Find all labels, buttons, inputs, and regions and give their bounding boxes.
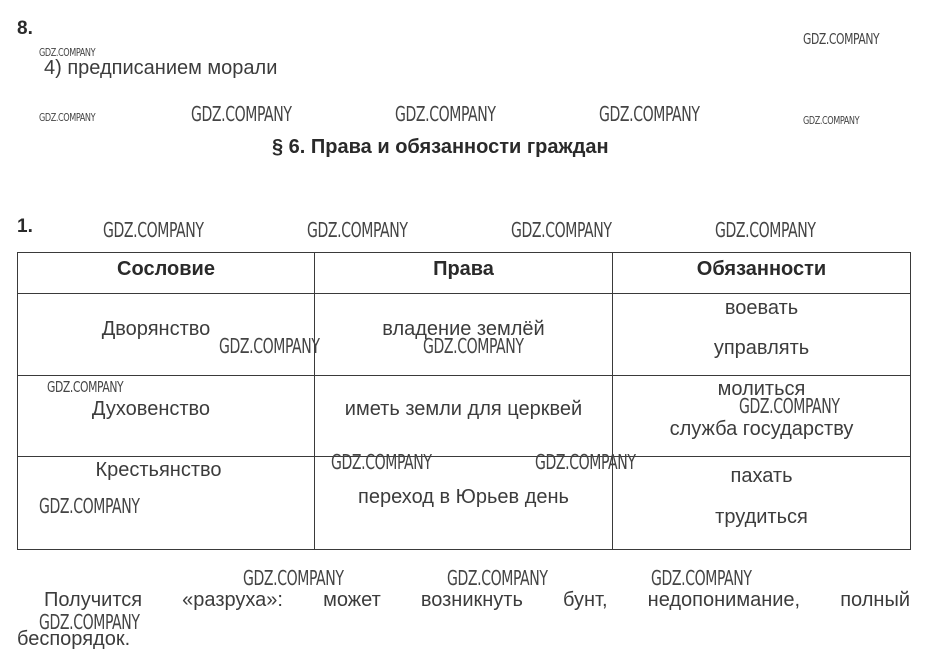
rights-cell: иметь земли для церквей [315, 376, 613, 457]
watermark: GDZ.COMPANY [47, 378, 124, 396]
watermark: GDZ.COMPANY [191, 102, 292, 126]
watermark: GDZ.COMPANY [243, 566, 344, 590]
header-estate: Сословие [18, 253, 315, 294]
watermark: GDZ.COMPANY [39, 46, 96, 59]
duties-cell: молиться служба государству [613, 376, 911, 457]
watermark: GDZ.COMPANY [219, 334, 320, 358]
header-duties: Обязанности [613, 253, 911, 294]
estate-cell: Крестьянство [18, 457, 315, 550]
watermark: GDZ.COMPANY [39, 111, 96, 124]
table-header-row [18, 253, 911, 294]
watermark: GDZ.COMPANY [103, 218, 204, 242]
watermark: GDZ.COMPANY [599, 102, 700, 126]
conclusion-line-2: беспорядок. [17, 628, 131, 650]
section-title: § 6. Права и обязанности граждан [272, 136, 609, 158]
watermark: GDZ.COMPANY [39, 494, 140, 518]
watermark: GDZ.COMPANY [803, 114, 860, 127]
duties-cell: пахать трудиться [613, 457, 911, 550]
watermark: GDZ.COMPANY [307, 218, 408, 242]
table-row [18, 457, 911, 550]
estate-cell: Дворянство [18, 294, 315, 376]
duties-cell: воевать управлять [613, 294, 911, 376]
watermark: GDZ.COMPANY [535, 450, 636, 474]
rights-cell: владение землёй [315, 294, 613, 376]
task-8-answer: 4) предписанием морали [44, 57, 278, 79]
watermark: GDZ.COMPANY [423, 334, 524, 358]
conclusion-line-1: Получится «разруха»: может возникнуть бунт, недопонимание, полный [44, 589, 910, 611]
watermark: GDZ.COMPANY [715, 218, 816, 242]
watermark: GDZ.COMPANY [39, 610, 140, 634]
watermark: GDZ.COMPANY [395, 102, 496, 126]
watermark: GDZ.COMPANY [803, 30, 880, 48]
watermark: GDZ.COMPANY [447, 566, 548, 590]
task-1-number: 1. [17, 216, 33, 237]
header-rights: Права [315, 253, 613, 294]
watermark: GDZ.COMPANY [511, 218, 612, 242]
task-8-number: 8. [17, 18, 33, 39]
rights-cell: переход в Юрьев день [315, 457, 613, 550]
watermark: GDZ.COMPANY [739, 394, 840, 418]
watermark: GDZ.COMPANY [331, 450, 432, 474]
watermark: GDZ.COMPANY [651, 566, 752, 590]
estate-cell: Духовенство [18, 376, 315, 457]
